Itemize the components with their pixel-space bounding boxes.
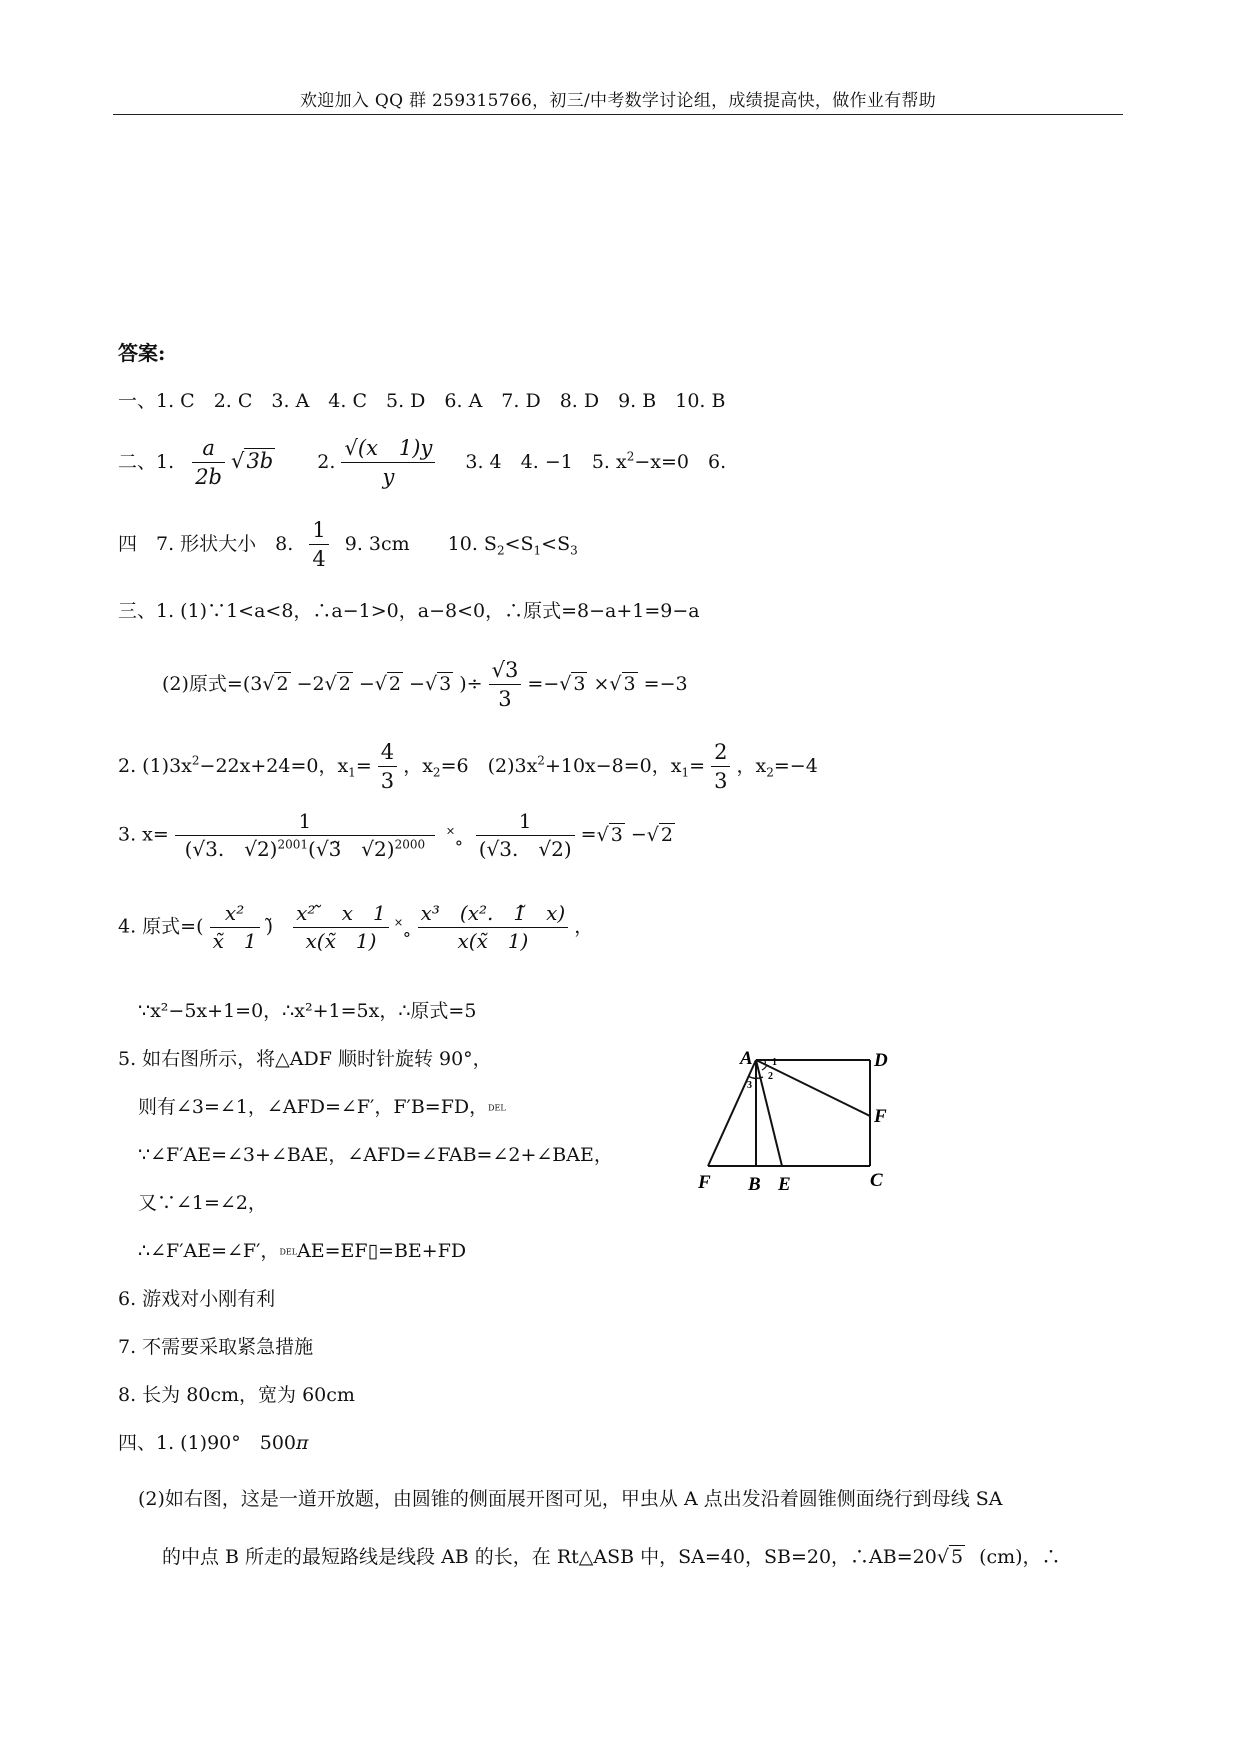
section2-prefix: 二、1.: [118, 450, 175, 473]
section3-item5-line4: 又∵∠1=∠2，: [138, 1192, 267, 1214]
section3-item5-line1: 5. 如右图所示，将△ADF 顺时针旋转 90°，: [118, 1048, 492, 1070]
section2-answers: [118, 434, 726, 492]
section3-1b-fraction: $\frac{√3}{3}$: [489, 656, 522, 714]
section3-item5-line5: ∴∠F′AE=∠F′，DELAE=EF▯=BE+FD: [138, 1240, 467, 1262]
answers-title: 答案:: [118, 341, 166, 365]
geometry-figure: [690, 1048, 890, 1193]
section4-item1-part2-cont: 的中点 B 所走的最短路线是线段 AB 的长，在 Rt△ASB 中，SA=40，SB=20，∴AB=20√ 5 (cm)，∴: [162, 1546, 1061, 1568]
section2-fraction-1: [192, 434, 225, 492]
section2-item2-label: 2.: [317, 450, 336, 473]
section3-item4-conclusion: ∵x²−5x+1=0，∴x²+1=5x，∴原式=5: [138, 1000, 477, 1022]
figure-edge-AF: [756, 1060, 870, 1116]
section3-item5-line2: 则有∠3=∠1，∠AFD=∠F′，F′B=FD，DEL: [138, 1096, 506, 1118]
figure-label-A: A: [740, 1048, 753, 1069]
figure-label-D: D: [874, 1050, 888, 1071]
section4a-fraction: $\frac{1}{4}$: [309, 516, 328, 574]
section3-item1-part1: 三、1. (1)∵1<a<8，∴a−1>0，a−8<0，∴原式=8−a+1=9−a: [118, 600, 700, 622]
section1-answers: 一、1. C 2. C 3. A 4. C 5. D 6. A 7. D 8. D 9. B 10. B: [118, 390, 726, 412]
figure-label-angle-3: 3: [747, 1080, 752, 1091]
page-header: 欢迎加入 QQ 群 259315766，初三/中考数学讨论组，成绩提高快，做作业有帮助: [299, 91, 937, 111]
figure-label-E: E: [778, 1174, 791, 1193]
figure-label-angle-2: 2: [768, 1071, 773, 1082]
figure-label-angle-1: 1: [772, 1057, 777, 1068]
figure-angle-arc-2: [762, 1065, 767, 1070]
figure-label-F: F: [874, 1106, 887, 1127]
section3-item5-line3: ∵∠F′AE=∠3+∠BAE，∠AFD=∠FAB=∠2+∠BAE，: [138, 1144, 613, 1166]
section2-f1-den: 2b: [195, 465, 222, 490]
section3-item8: 8. 长为 80cm，宽为 60cm: [118, 1384, 355, 1406]
section4-item1-part2: (2)如右图，这是一道开放题，由圆锥的侧面展开图可见，甲虫从 A 点出发沿着圆锥侧面绕行到母线 SA: [138, 1488, 1003, 1510]
figure-label-C: C: [870, 1170, 883, 1191]
figure-label-B: B: [748, 1174, 761, 1193]
section3-3-fraction-2: $\frac{1}{(√3. √2)}$: [476, 808, 575, 863]
section2-f2-den: y: [382, 465, 395, 490]
section3-item6: 6. 游戏对小刚有利: [118, 1288, 276, 1310]
section3-3-fraction-1: $\frac{1}{(√3. √2)^{2001}(√3̃ √2)^{2000}}$: [175, 808, 435, 863]
figure-label-F-prime: F: [698, 1172, 711, 1193]
section2-fraction-2: [341, 434, 435, 492]
section2-sqrt-3b: √3b: [231, 448, 274, 473]
section3-item2: 2. $(1)3x^2-22x+24=0$，$x_1=$ $\frac{4}{3}$ ，$x_2=6$ $(2)3x^2+10x-8=0$，$x_1=$ $\frac{2}{3}$ ，$x_2=-4$: [118, 740, 818, 794]
section2-f2-num: √(x 1)y: [341, 434, 435, 463]
section4a-answers: 四 7. 形状大小 8. $\frac{1}{4}$ 9. 3cm 10. $S_2<S_1<S_3$: [118, 516, 578, 574]
section2-rest: 3. 4 4. −1 5. $x^2-x=0$ 6.: [465, 449, 727, 473]
section3-item3: 3. x= $\frac{1}{(√3. √2)^{2001}(√3̃ √2)^{2000}}$ ˟˳ $\frac{1}{(√3. √2)}$ =√ 3 −√ 2: [118, 809, 673, 861]
header-divider: [113, 114, 1123, 115]
section2-f1-num: a: [192, 434, 225, 463]
section3-item4: 4. 原式=( $\frac{\text{x²}}{x̃ 1}$ )̃ $\frac{\text{x² ̃ x 1}}{x(x̃ 1)}$ ˟˳ $\frac{\text{x³ (x². 1̃ x)}}{x(x̃ 1)}$ ，: [118, 901, 594, 953]
section4-item1: 四、1. (1)90° 500π: [118, 1432, 309, 1454]
section3-item1-part2: (2)原式=(3√ 2 −2√ 2 −√ 2 −√ 3 )÷ $\frac{√3}{3}$ =−√ 3 ×√ 3 =−3: [162, 656, 688, 714]
section3-item7: 7. 不需要采取紧急措施: [118, 1336, 314, 1358]
